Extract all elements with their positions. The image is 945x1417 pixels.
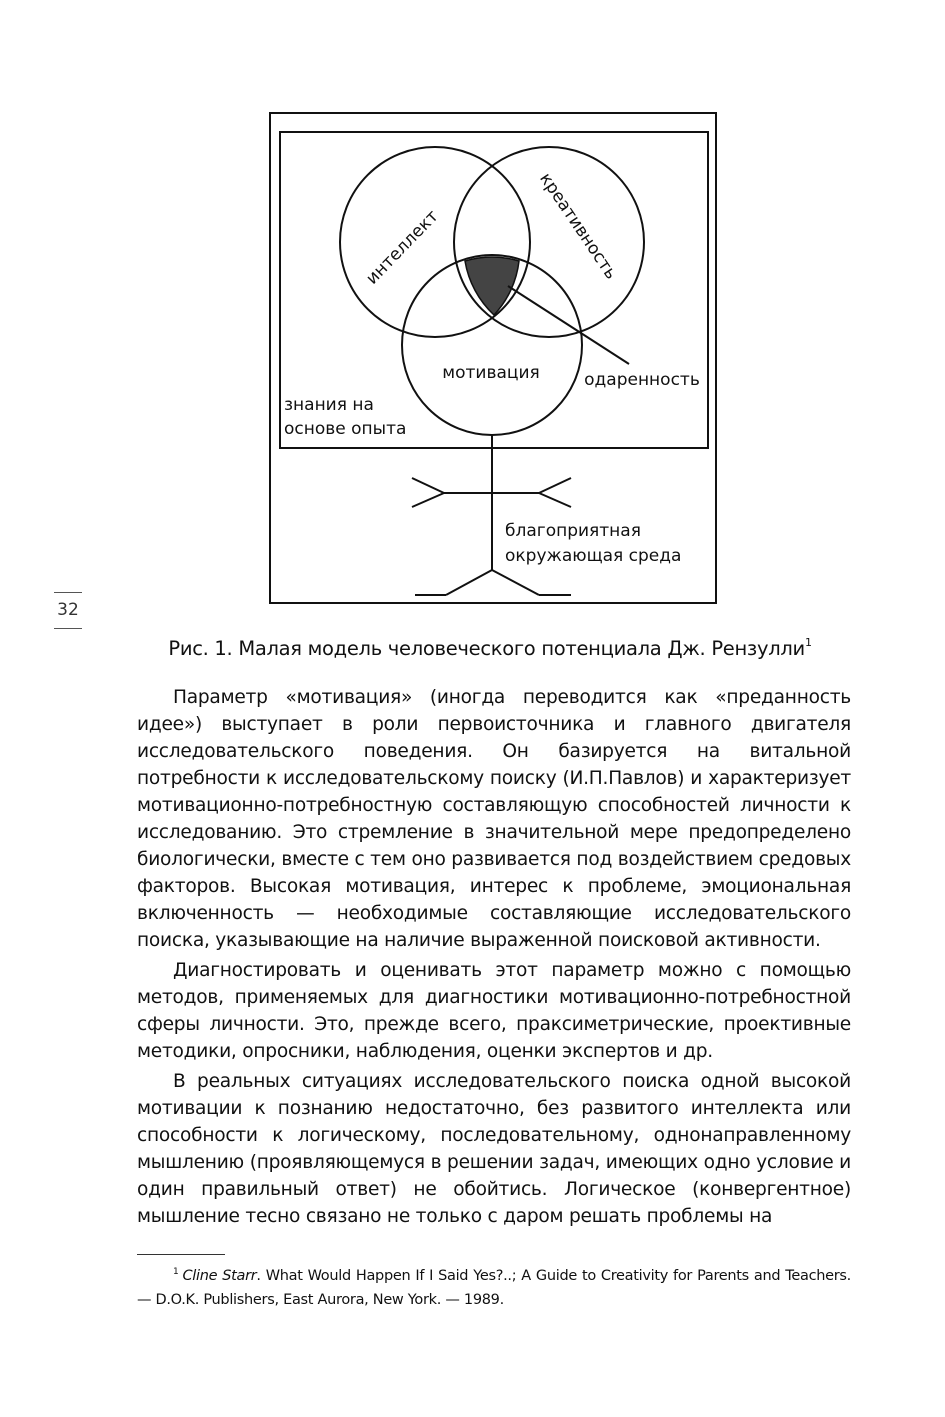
knowledge-label-line2: основе опыта bbox=[284, 419, 407, 439]
figure-caption-text: Рис. 1. Малая модель человеческого потенциала Дж. Рензулли bbox=[168, 637, 805, 660]
knowledge-label-line1: знания на bbox=[284, 395, 374, 415]
intellect-label: интеллект bbox=[362, 206, 443, 289]
creativity-label: креативность bbox=[535, 169, 622, 284]
renzulli-model-figure bbox=[269, 112, 717, 604]
page-number: 32 bbox=[57, 600, 79, 620]
left-branch-upper bbox=[412, 478, 444, 493]
left-branch-lower bbox=[412, 493, 444, 507]
caption-footnote-mark: 1 bbox=[804, 636, 812, 649]
footnote-mark: 1 bbox=[173, 1267, 179, 1277]
footnote-author: Cline Starr bbox=[182, 1268, 257, 1284]
footnote-separator bbox=[137, 1254, 225, 1255]
paragraph: Диагностировать и оценивать этот параметр можно с помощью методов, применяемых для диагностики мотивационно-потребностной сферы личности. Это, прежде всего, праксиметрические, проективные методики, опросники, наблюдения, оценки экспертов и др. bbox=[137, 960, 851, 1062]
right-branch-upper bbox=[539, 478, 571, 493]
environment-label-line2: окружающая среда bbox=[505, 546, 682, 566]
right-root bbox=[492, 570, 539, 595]
paragraph: В реальных ситуациях исследовательского поиска одной высокой мотивации к познанию недостаточно, без развитого интеллекта или способности к логическому, последовательному, однонаправленному мышлению (проявляющемуся в решении задач, имеющих одно условие и один правильный ответ) не обойтись. Логическое (конвергентное) мышление тесно связано не только с даром решать проблемы на bbox=[137, 1071, 851, 1227]
left-root bbox=[446, 570, 492, 595]
environment-label-line1: благоприятная bbox=[505, 521, 641, 541]
page-number-rule-bottom bbox=[54, 628, 82, 629]
intellect-circle bbox=[340, 147, 530, 337]
figure-caption bbox=[140, 636, 840, 660]
page-number-rule-top bbox=[54, 592, 82, 593]
body-text bbox=[137, 684, 851, 1233]
footnote bbox=[137, 1260, 851, 1312]
motivation-label: мотивация bbox=[442, 363, 540, 383]
page-number-block bbox=[54, 592, 82, 630]
giftedness-label: одаренность bbox=[584, 370, 700, 390]
renzulli-diagram bbox=[269, 112, 717, 604]
paragraph: Параметр «мотивация» (иногда переводится как «преданность идее») выступает в роли первоисточника и главного двигателя исследовательского поведения. Он базируется на витальной потребности к исследовательскому поиску (И.П.Павлов) и характеризует мотивационно-потребностную составляющую способностей личности к исследованию. Это стремление в значительной мере предопределено биологически, вместе с тем оно развивается под воздействием средовых факторов. Высокая мотивация, интерес к проблеме, эмоциональная включенность — необходимые составляющие исследовательского поиска, указывающие на наличие выраженной поисковой активности. bbox=[137, 687, 851, 951]
right-branch-lower bbox=[539, 493, 571, 507]
footnote-text: . What Would Happen If I Said Yes?..; A Guide to Creativity for Parents and Teachers. — D.O.K. Publishers, East Aurora, New York. — 1989. bbox=[137, 1268, 851, 1308]
giftedness-intersection bbox=[465, 257, 519, 315]
